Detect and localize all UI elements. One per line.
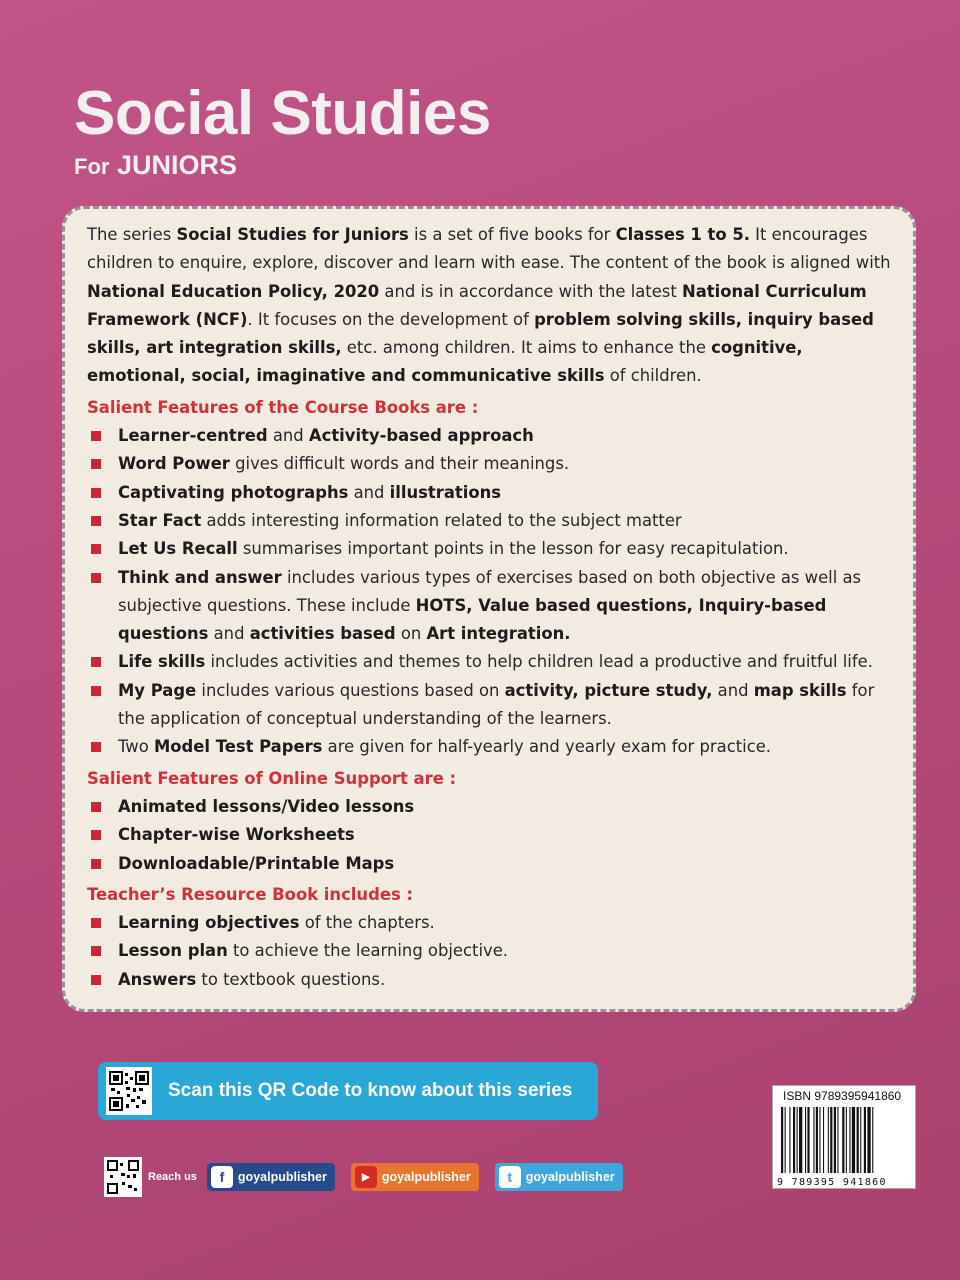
text-run: etc. among children. It aims to enhance the bbox=[341, 338, 712, 358]
list-item bbox=[87, 479, 891, 507]
barcode-bar bbox=[860, 1107, 861, 1173]
text-run: to textbook questions. bbox=[196, 969, 386, 989]
bold-text: Model Test Papers bbox=[153, 737, 323, 757]
list-item bbox=[87, 937, 891, 965]
barcode-bar bbox=[872, 1107, 873, 1173]
barcode-bar bbox=[846, 1107, 847, 1173]
barcode-bar bbox=[864, 1107, 866, 1173]
bold-text: illustrations bbox=[389, 482, 502, 502]
bold-text: activities based bbox=[249, 624, 396, 644]
barcode-bar bbox=[799, 1107, 802, 1173]
section-heading: Salient Features of the Course Books are : bbox=[87, 397, 479, 417]
text-run: summarises important points in the lesson for easy recapitulation. bbox=[237, 539, 789, 559]
text-run: are given for half-yearly and yearly exam for practice. bbox=[322, 737, 771, 757]
list-item bbox=[87, 535, 891, 563]
bold-text: Art integration. bbox=[426, 624, 571, 644]
list-item bbox=[87, 422, 891, 450]
list-item bbox=[87, 966, 891, 994]
list-item bbox=[87, 793, 891, 821]
isbn-digits: 9 789395 941860 bbox=[777, 1177, 887, 1188]
text-run: gives difficult words and their meanings. bbox=[229, 454, 570, 474]
bold-text: map skills bbox=[753, 680, 847, 700]
feature-list bbox=[87, 422, 891, 762]
feature-list bbox=[87, 909, 891, 994]
bold-text: Let Us Recall bbox=[118, 539, 238, 559]
bold-text: Think and answer bbox=[118, 567, 282, 587]
list-item bbox=[87, 909, 891, 937]
barcode-bar bbox=[834, 1107, 836, 1173]
text-run: . It focuses on the development of bbox=[247, 309, 535, 329]
bold-text: Chapter-wise Worksheets bbox=[118, 825, 355, 845]
subtitle-juniors: JUNIORS bbox=[116, 150, 237, 180]
barcode-bar bbox=[842, 1107, 844, 1173]
barcode-bar bbox=[805, 1107, 806, 1173]
book-title: Social Studies bbox=[74, 79, 491, 148]
bold-text: Word Power bbox=[118, 454, 230, 474]
barcode-bar bbox=[857, 1107, 859, 1173]
text-run: The series bbox=[87, 225, 177, 244]
reach-us-bar bbox=[104, 1156, 639, 1198]
text-run: on bbox=[395, 624, 427, 644]
twitter-link[interactable] bbox=[495, 1163, 623, 1191]
barcode-icon bbox=[779, 1107, 911, 1173]
bold-text: My Page bbox=[118, 680, 197, 700]
list-item bbox=[87, 850, 891, 878]
feature-list bbox=[87, 793, 891, 878]
text-run: includes various questions based on bbox=[196, 680, 505, 700]
barcode-bar bbox=[793, 1107, 795, 1173]
isbn-label: ISBN 9789395941860 bbox=[783, 1089, 902, 1103]
qr-banner-text: Scan this QR Code to know about this series bbox=[168, 1080, 573, 1101]
text-run: and bbox=[348, 482, 390, 502]
barcode-bar bbox=[785, 1107, 786, 1173]
list-item bbox=[87, 648, 891, 676]
barcode-bar bbox=[797, 1107, 798, 1173]
youtube-handle: goyalpublisher bbox=[381, 1170, 471, 1184]
bold-text: activity, picture study, bbox=[504, 680, 713, 700]
list-item bbox=[87, 564, 891, 649]
barcode-bar bbox=[819, 1107, 820, 1173]
intro-paragraph bbox=[87, 221, 891, 391]
description-panel bbox=[62, 206, 916, 1012]
list-item bbox=[87, 450, 891, 478]
text-run: and bbox=[208, 624, 250, 644]
text-run: to achieve the learning objective. bbox=[227, 941, 508, 961]
text-run: and bbox=[267, 426, 309, 446]
bold-text: Life skills bbox=[118, 652, 206, 672]
bold-text: Animated lessons/Video lessons bbox=[118, 796, 415, 816]
feature-sections bbox=[87, 394, 891, 994]
bold-text: Classes 1 to 5. bbox=[615, 225, 750, 244]
section-heading: Teacher’s Resource Book includes : bbox=[87, 884, 413, 904]
bold-text: National Curriculum Framework (NCF) bbox=[87, 281, 867, 329]
youtube-icon: ▶ bbox=[355, 1166, 377, 1188]
bold-text: Star Fact bbox=[118, 510, 202, 530]
text-run: is a set of five books for bbox=[408, 225, 616, 244]
barcode-bar bbox=[781, 1107, 783, 1173]
barcode-bar bbox=[849, 1107, 850, 1173]
text-run: includes activities and themes to help children lead a productive and fruitful life. bbox=[205, 652, 873, 672]
bold-text: National Education Policy, 2020 bbox=[87, 281, 380, 301]
text-run: of children. bbox=[604, 366, 702, 386]
reach-us-label: Reach us bbox=[148, 1171, 197, 1183]
text-run: Two bbox=[118, 737, 154, 757]
facebook-icon: f bbox=[211, 1166, 233, 1188]
bold-text: Answers bbox=[118, 969, 197, 989]
list-item bbox=[87, 821, 891, 849]
text-run: adds interesting information related to the subject matter bbox=[201, 510, 682, 530]
text-run: and is in accordance with the latest bbox=[379, 281, 682, 301]
list-item bbox=[87, 507, 891, 535]
subtitle-for: For bbox=[74, 154, 110, 179]
barcode-bar bbox=[867, 1107, 870, 1173]
text-run: It encourages children to enquire, explore, discover and learn with ease. The content of the book is aligned with bbox=[87, 225, 891, 273]
barcode-bar bbox=[823, 1107, 824, 1173]
barcode-bar bbox=[837, 1107, 838, 1173]
bold-text: Captivating photographs bbox=[118, 482, 349, 502]
text-run: and bbox=[712, 680, 754, 700]
twitter-icon: t bbox=[499, 1166, 521, 1188]
bold-text: Social Studies for Juniors bbox=[176, 225, 409, 244]
list-item bbox=[87, 733, 891, 761]
barcode-bar bbox=[828, 1107, 829, 1173]
facebook-link[interactable] bbox=[207, 1163, 335, 1191]
section-heading: Salient Features of Online Support are : bbox=[87, 768, 457, 788]
facebook-handle: goyalpublisher bbox=[237, 1170, 327, 1184]
bold-text: Learning objectives bbox=[118, 913, 300, 933]
reach-qr-icon[interactable] bbox=[104, 1157, 142, 1197]
list-item bbox=[87, 677, 891, 734]
bold-text: problem solving skills, inquiry based skills, art integration skills, bbox=[87, 309, 874, 358]
text-run: includes various types of exercises based on both objective as well as subjective questions. These include bbox=[118, 567, 862, 615]
book-subtitle bbox=[74, 150, 237, 181]
bold-text: Downloadable/Printable Maps bbox=[118, 853, 395, 873]
text-run: for the application of conceptual understanding of the learners. bbox=[118, 680, 875, 729]
qr-banner[interactable] bbox=[98, 1062, 598, 1120]
bold-text: Learner-centred bbox=[118, 426, 268, 446]
bold-text: cognitive, emotional, social, imaginative and communicative skills bbox=[87, 338, 803, 386]
barcode-bar bbox=[807, 1107, 809, 1173]
bold-text: HOTS, Value based questions, Inquiry-based questions bbox=[118, 595, 827, 644]
barcode-bar bbox=[830, 1107, 832, 1173]
barcode-bar bbox=[852, 1107, 855, 1173]
bold-text: Lesson plan bbox=[118, 941, 228, 961]
bold-text: Activity-based approach bbox=[308, 426, 534, 446]
twitter-handle: goyalpublisher bbox=[525, 1170, 615, 1184]
barcode-bar bbox=[789, 1107, 790, 1173]
barcode-bar bbox=[813, 1107, 814, 1173]
youtube-link[interactable] bbox=[351, 1163, 479, 1191]
qr-code-icon[interactable] bbox=[106, 1067, 152, 1115]
barcode-bar bbox=[816, 1107, 818, 1173]
isbn-barcode bbox=[772, 1085, 916, 1189]
text-run: of the chapters. bbox=[299, 913, 435, 933]
